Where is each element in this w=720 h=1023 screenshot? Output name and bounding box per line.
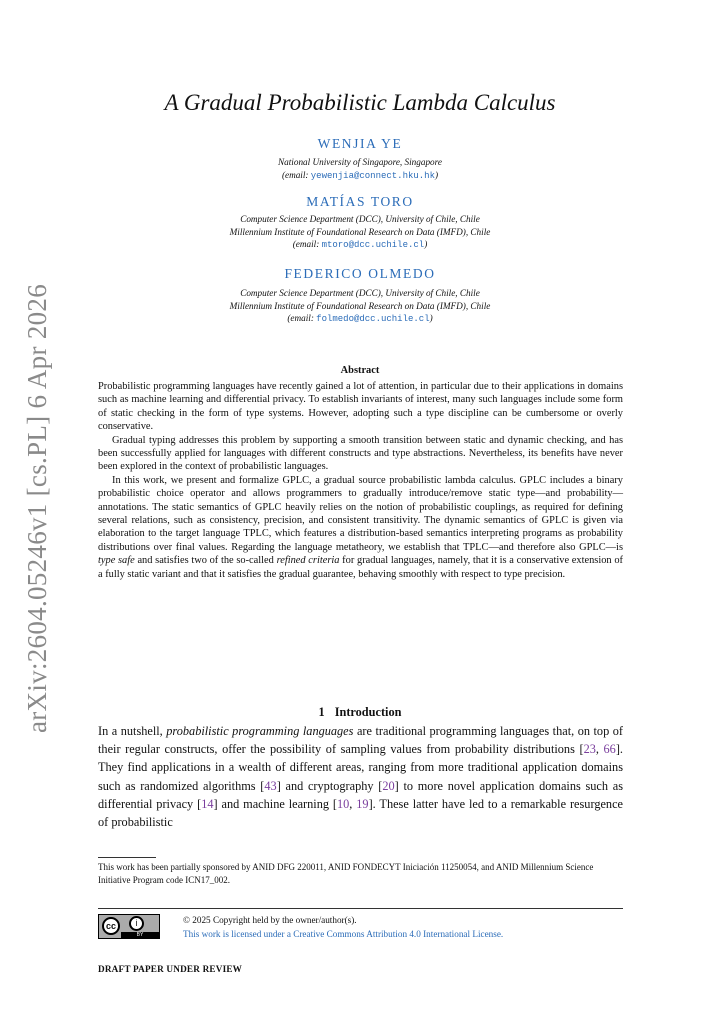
section-number: 1: [318, 705, 325, 719]
abstract-text: for gradual languages, namely, that it is a conservative extension of a fully static variant and that it satisfies the gradual guarantee, behaving smoothly with respect to type precision.: [98, 555, 623, 580]
cc-icon: cc: [102, 917, 120, 935]
citation-link[interactable]: 14: [201, 796, 214, 811]
email-close: ): [429, 313, 433, 324]
intro-text: ] and cryptography [: [276, 778, 383, 793]
affiliation-line: Millennium Institute of Foundational Research on Data (IMFD), Chile: [229, 226, 491, 237]
author-email-1[interactable]: yewenjia@connect.hku.hk: [310, 170, 435, 181]
emphasis-term: probabilistic programming languages: [166, 724, 354, 738]
by-label: BY: [121, 932, 159, 939]
intro-text: are traditional programming languages that, on top of their regular constructs, offer the possibility of sampling values from probability distributions [: [98, 724, 623, 757]
author-affiliation-3: [0, 287, 720, 326]
citation-link[interactable]: 43: [264, 778, 277, 793]
abstract-text: In this work, we present and formalize GPLC, a gradual source probabilistic lambda calculus. GPLC includes a binary probabilistic choice operator and allows programmers to gradually introduce/remove static type—and probability—annotations. The static semantics of GPLC heavily relies on the notion of probabilistic couplings, as required for defining several relations, such as consistency, precision, and consistent transitivity. The dynamic semantics of GPLC is given via elaboration to the target language TPLC, which features a distribution-based semantics interpreting programs as probability distributions over final values. Regarding the language metatheory, we establish that TPLC—and therefore also GPLC—is: [98, 474, 623, 553]
paper-title: A Gradual Probabilistic Lambda Calculus: [164, 90, 556, 115]
intro-text: ] and machine learning [: [213, 796, 337, 811]
email-close: ): [435, 169, 439, 180]
citation-link[interactable]: 23: [583, 742, 596, 757]
emphasis-type-safe: type safe: [98, 555, 135, 567]
author-email-3[interactable]: folmedo@dcc.uchile.cl: [316, 314, 430, 325]
intro-text: ]. They find applications in a wealth of different areas, ranging from more traditional application domains such as randomized algorithms [: [98, 742, 623, 793]
intro-text: In a nutshell,: [98, 724, 167, 738]
author-name-3: FEDERICO OLMEDO: [284, 266, 436, 281]
citation-link[interactable]: 19: [356, 796, 369, 811]
intro-text: ] to more novel application domains such as differential privacy [: [98, 778, 623, 811]
email-label: (email:: [281, 169, 311, 180]
affiliation-line: Millennium Institute of Foundational Research on Data (IMFD), Chile: [229, 300, 491, 311]
license-rule: [98, 908, 623, 909]
intro-text: ,: [595, 742, 604, 757]
author-email-line: [0, 169, 720, 183]
author-name-1: WENJIA YE: [317, 136, 403, 151]
affiliation-line: Computer Science Department (DCC), University of Chile, Chile: [240, 288, 480, 298]
author-email-line: [0, 238, 720, 252]
draft-notice: DRAFT PAPER UNDER REVIEW: [98, 964, 243, 974]
section-title: Introduction: [334, 705, 402, 719]
citation-link[interactable]: 66: [603, 742, 616, 757]
intro-text: ,: [349, 796, 357, 811]
person-icon: i: [129, 916, 144, 931]
arxiv-identifier[interactable]: arXiv:2604.05246v1 [cs.PL] 6 Apr 2026: [22, 283, 53, 733]
abstract-text: and satisfies two of the so-called: [134, 555, 277, 567]
cc-by-license-icon[interactable]: [98, 914, 160, 939]
author-affiliation-1: [0, 156, 720, 182]
author-name-2: MATÍAS TORO: [306, 194, 414, 209]
email-close: ): [424, 239, 428, 250]
section-heading: [0, 705, 720, 720]
abstract-paragraph-3: [98, 474, 623, 581]
footnote-rule: [98, 857, 156, 858]
author-affiliation-2: [0, 213, 720, 252]
funding-footnote: This work has been partially sponsored by ANID DFG 220011, ANID FONDECYT Iniciación 11250054, and ANID Millennium Science Initiative Program code ICN17_002.: [98, 862, 594, 885]
citation-link[interactable]: 20: [382, 778, 395, 793]
abstract-paragraph-2: Gradual typing addresses this problem by supporting a smooth transition between static and dynamic checking, and has been successfully applied for languages with different constructs and type abstractions. Nevertheless, its benefits have never been explored in the context of probabilistic languages.: [98, 434, 623, 473]
affiliation-line: Computer Science Department (DCC), University of Chile, Chile: [240, 214, 480, 224]
arxiv-stamp: [16, 268, 60, 748]
intro-text: ]. These latter have led to a remarkable resurgence of probabilistic: [98, 796, 623, 830]
author-email-2[interactable]: mtoro@dcc.uchile.cl: [321, 240, 425, 251]
license-block: [183, 913, 503, 941]
author-email-line: [0, 312, 720, 326]
license-link[interactable]: This work is licensed under a Creative Commons Attribution 4.0 International License.: [183, 929, 504, 939]
abstract-paragraph-1: Probabilistic programming languages have recently gained a lot of attention, in particular due to their applications in domains such as machine learning and differential privacy. To establish invariants of interest, many such languages include some form of static checking in the form of type systems. However, adopting such a type discipline can be cumbersome or overly conservative.: [98, 381, 623, 433]
introduction-paragraph: [98, 722, 623, 831]
copyright-line: © 2025 Copyright held by the owner/author(s).: [183, 915, 357, 925]
emphasis-refined-criteria: refined criteria: [276, 555, 340, 567]
abstract-body: [98, 380, 623, 581]
citation-link[interactable]: 10: [337, 796, 350, 811]
abstract-heading: Abstract: [340, 365, 380, 376]
email-label: (email:: [287, 313, 317, 324]
affiliation-line: National University of Singapore, Singapore: [278, 157, 442, 167]
email-label: (email:: [292, 239, 322, 250]
